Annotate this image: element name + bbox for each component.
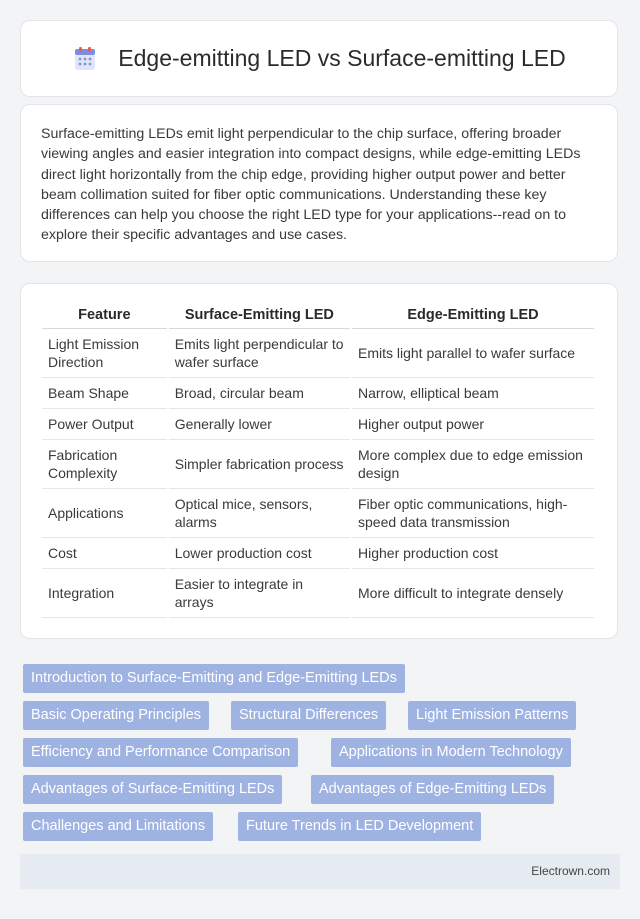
tag-introduction[interactable]: Introduction to Surface-Emitting and Edge-Emitting LEDs <box>23 664 405 693</box>
table-cell: Applications <box>42 489 167 538</box>
table-header-cell: Surface-Emitting LED <box>169 302 350 329</box>
table-cell: Generally lower <box>169 409 350 440</box>
table-cell: Simpler fabrication process <box>169 440 350 489</box>
table-cell: Integration <box>42 569 167 618</box>
table-cell: Light Emission Direction <box>42 329 167 378</box>
table-cell: Fiber optic communications, high-speed data transmission <box>352 489 594 538</box>
table-cell: Emits light perpendicular to wafer surface <box>169 329 350 378</box>
table-cell: Power Output <box>42 409 167 440</box>
table-cell: Easier to integrate in arrays <box>169 569 350 618</box>
table-cell: Higher production cost <box>352 538 594 569</box>
table-header-cell: Edge-Emitting LED <box>352 302 594 329</box>
table-cell: Lower production cost <box>169 538 350 569</box>
table-cell: Cost <box>42 538 167 569</box>
intro-paragraph: Surface-emitting LEDs emit light perpendicular to the chip surface, offering broader viewing angles and easier integration into compact designs, while edge-emitting LEDs direct light horizontally from the chip edge, providing higher output power and better beam collimation suited for fiber optic communications. Understanding these key differences can help you choose the right LED type for your applications--read on to explore their specific advantages and use cases. <box>41 126 581 244</box>
tag-light-emission-patterns[interactable]: Light Emission Patterns <box>408 701 576 730</box>
tag-applications-modern-technology[interactable]: Applications in Modern Technology <box>331 738 571 767</box>
table-cell: Broad, circular beam <box>169 378 350 409</box>
table-row <box>42 440 594 489</box>
comparison-table <box>40 302 596 618</box>
footer <box>20 854 620 889</box>
tag-efficiency-performance[interactable]: Efficiency and Performance Comparison <box>23 738 298 767</box>
clipboard-icon <box>72 46 98 72</box>
table-cell: Higher output power <box>352 409 594 440</box>
footer-site-link[interactable]: Electrown.com <box>531 864 610 878</box>
table-cell: Narrow, elliptical beam <box>352 378 594 409</box>
table-row <box>42 538 594 569</box>
table-cell: More difficult to integrate densely <box>352 569 594 618</box>
table-row <box>42 569 594 618</box>
table-row <box>42 378 594 409</box>
tag-future-trends[interactable]: Future Trends in LED Development <box>238 812 481 841</box>
tag-advantages-surface-emitting[interactable]: Advantages of Surface-Emitting LEDs <box>23 775 282 804</box>
table-cell: More complex due to edge emission design <box>352 440 594 489</box>
table-header-row <box>42 302 594 329</box>
table-row <box>42 409 594 440</box>
tag-challenges-limitations[interactable]: Challenges and Limitations <box>23 812 213 841</box>
table-cell: Emits light parallel to wafer surface <box>352 329 594 378</box>
comparison-table-card <box>20 283 618 639</box>
title-card <box>20 20 618 97</box>
tag-structural-differences[interactable]: Structural Differences <box>231 701 386 730</box>
table-cell: Optical mice, sensors, alarms <box>169 489 350 538</box>
tag-basic-operating-principles[interactable]: Basic Operating Principles <box>23 701 209 730</box>
table-cell: Beam Shape <box>42 378 167 409</box>
tag-advantages-edge-emitting[interactable]: Advantages of Edge-Emitting LEDs <box>311 775 554 804</box>
table-row <box>42 329 594 378</box>
table-cell: Fabrication Complexity <box>42 440 167 489</box>
page-title <box>72 45 565 72</box>
intro-card <box>20 104 618 262</box>
table-header-cell: Feature <box>42 302 167 329</box>
page-title-text: Edge-emitting LED vs Surface-emitting LED <box>118 45 566 71</box>
table-row <box>42 489 594 538</box>
